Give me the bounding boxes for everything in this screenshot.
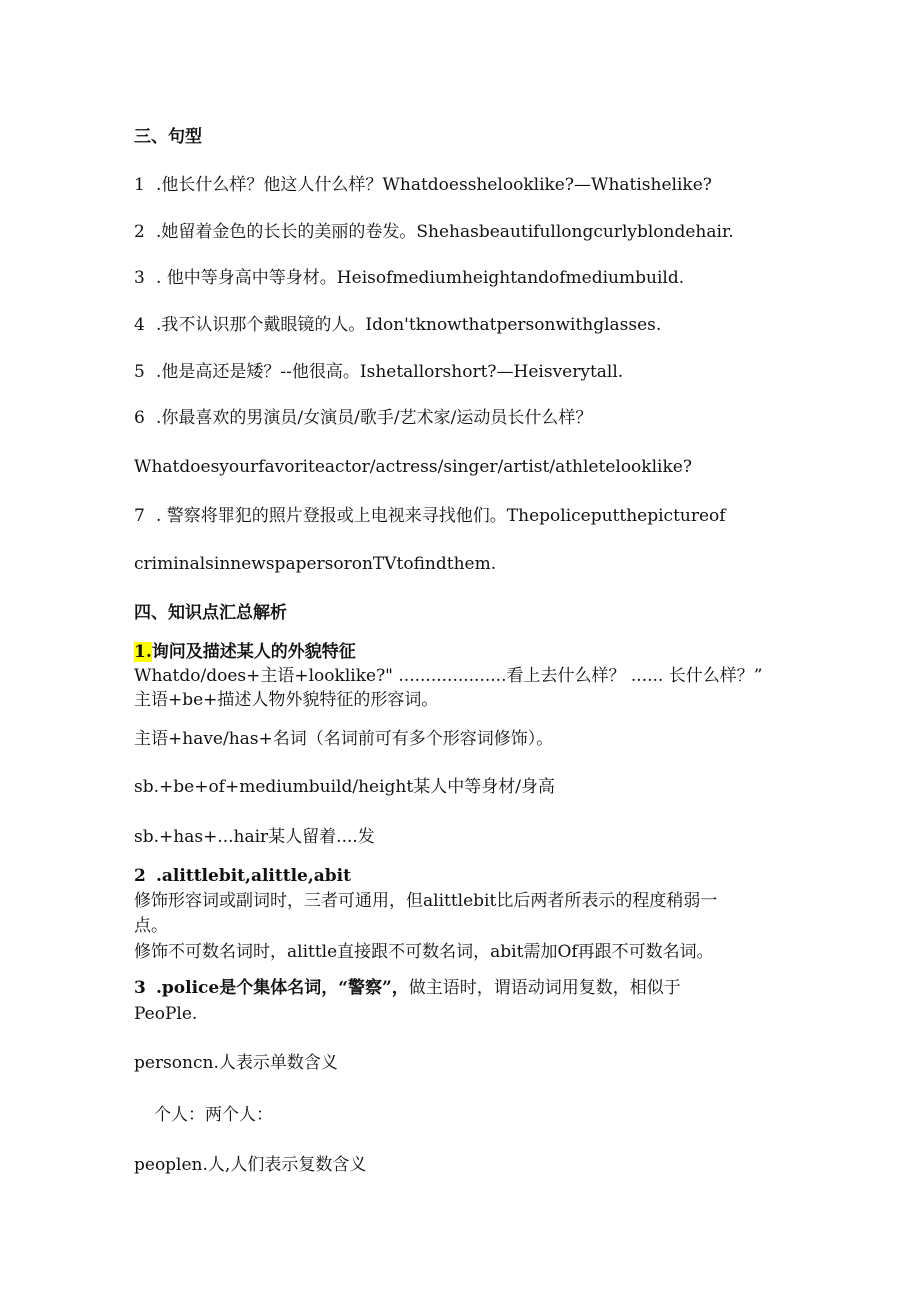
point-3-line-4: peoplen.人,人们表示复数含义 [134,1155,367,1175]
sentence-item-2 [134,221,734,243]
sentence-item-7-continued: criminalsinnewspapersoronTVtofindthem. [134,554,497,574]
point-2-line-2: 点。 [134,916,168,936]
item-text: . 他中等身高中等身材。Heisofmediumheightandofmediumbuild. [156,268,685,288]
sentence-item-6-english: Whatdoesyourfavoriteactor/actress/singer/artist/athletelooklike? [134,457,692,477]
item-number: 7 [134,506,145,526]
section-4-heading: 四、知识点汇总解析 [134,603,287,623]
point-1-title-text: 询问及描述某人的外貌特征 [151,642,356,662]
item-number: 1 [134,175,145,195]
item-text: . 警察将罪犯的照片登报或上电视来寻找他们。Thepoliceputthepictureof [156,506,726,526]
point-3-number: 3 [134,978,146,998]
item-number: 4 [134,315,145,335]
sentence-item-6 [134,407,592,429]
item-text: .她留着金色的长长的美丽的卷发。Shehasbeautifullongcurlyblondehair. [156,222,734,242]
point-1-line-1: Whatdo/does+主语+looklike?" ....................看上去什么样？ ...... 长什么样？” [134,666,763,686]
item-number: 6 [134,408,145,428]
point-2-line-1: 修饰形容词或副词时，三者可通用，但alittlebit比后两者所表示的程度稍弱一 [134,891,718,911]
sentence-item-3 [134,267,684,289]
sentence-item-4 [134,314,661,336]
point-1-line-4: sb.+be+of+mediumbuild/height某人中等身材/身高 [134,777,555,797]
point-3-title-rest: 做主语时，谓语动词用复数，相似于 [408,978,681,998]
item-text: .他是高还是矮？--他很高。Ishetallorshort?—Heisverytall. [156,362,624,382]
point-3-title-bold: .police是个集体名词，“警察”， [156,978,409,998]
point-3-title [134,977,681,999]
point-1-line-3: 主语+have/has+名词（名词前可有多个形容词修饰）。 [134,729,554,749]
point-2-number: 2 [134,866,146,886]
section-3-heading: 三、句型 [134,127,202,147]
item-number: 3 [134,268,145,288]
point-3-line-1: PeoPle. [134,1004,198,1024]
point-1-line-5: sb.+has+...hair某人留着....发 [134,827,375,847]
point-1-number: 1. [134,642,152,662]
point-3-line-2: personcn.人表示单数含义 [134,1053,338,1073]
sentence-item-5 [134,361,623,383]
item-text: .你最喜欢的男演员/女演员/歌手/艺术家/运动员长什么样？ [156,408,593,428]
item-text: .我不认识那个戴眼镜的人。Idon'tknowthatpersonwithglasses. [156,315,662,335]
point-3-line-3: 个人：两个人： [154,1105,273,1125]
sentence-item-7 [134,505,726,527]
point-2-title [134,865,351,887]
point-2-line-3: 修饰不可数名词时，alittle直接跟不可数名词，abit需加Of再跟不可数名词。 [134,942,714,962]
point-1-line-2: 主语+be+描述人物外貌特征的形容词。 [134,690,439,710]
point-2-title-text: .alittlebit,alittle,abit [156,866,351,886]
item-number: 2 [134,222,145,242]
item-text: .他长什么样？他这人什么样？Whatdoesshelooklike?—Whatishelike? [156,175,712,195]
point-1-title [134,641,356,663]
item-number: 5 [134,362,145,382]
sentence-item-1 [134,174,712,196]
